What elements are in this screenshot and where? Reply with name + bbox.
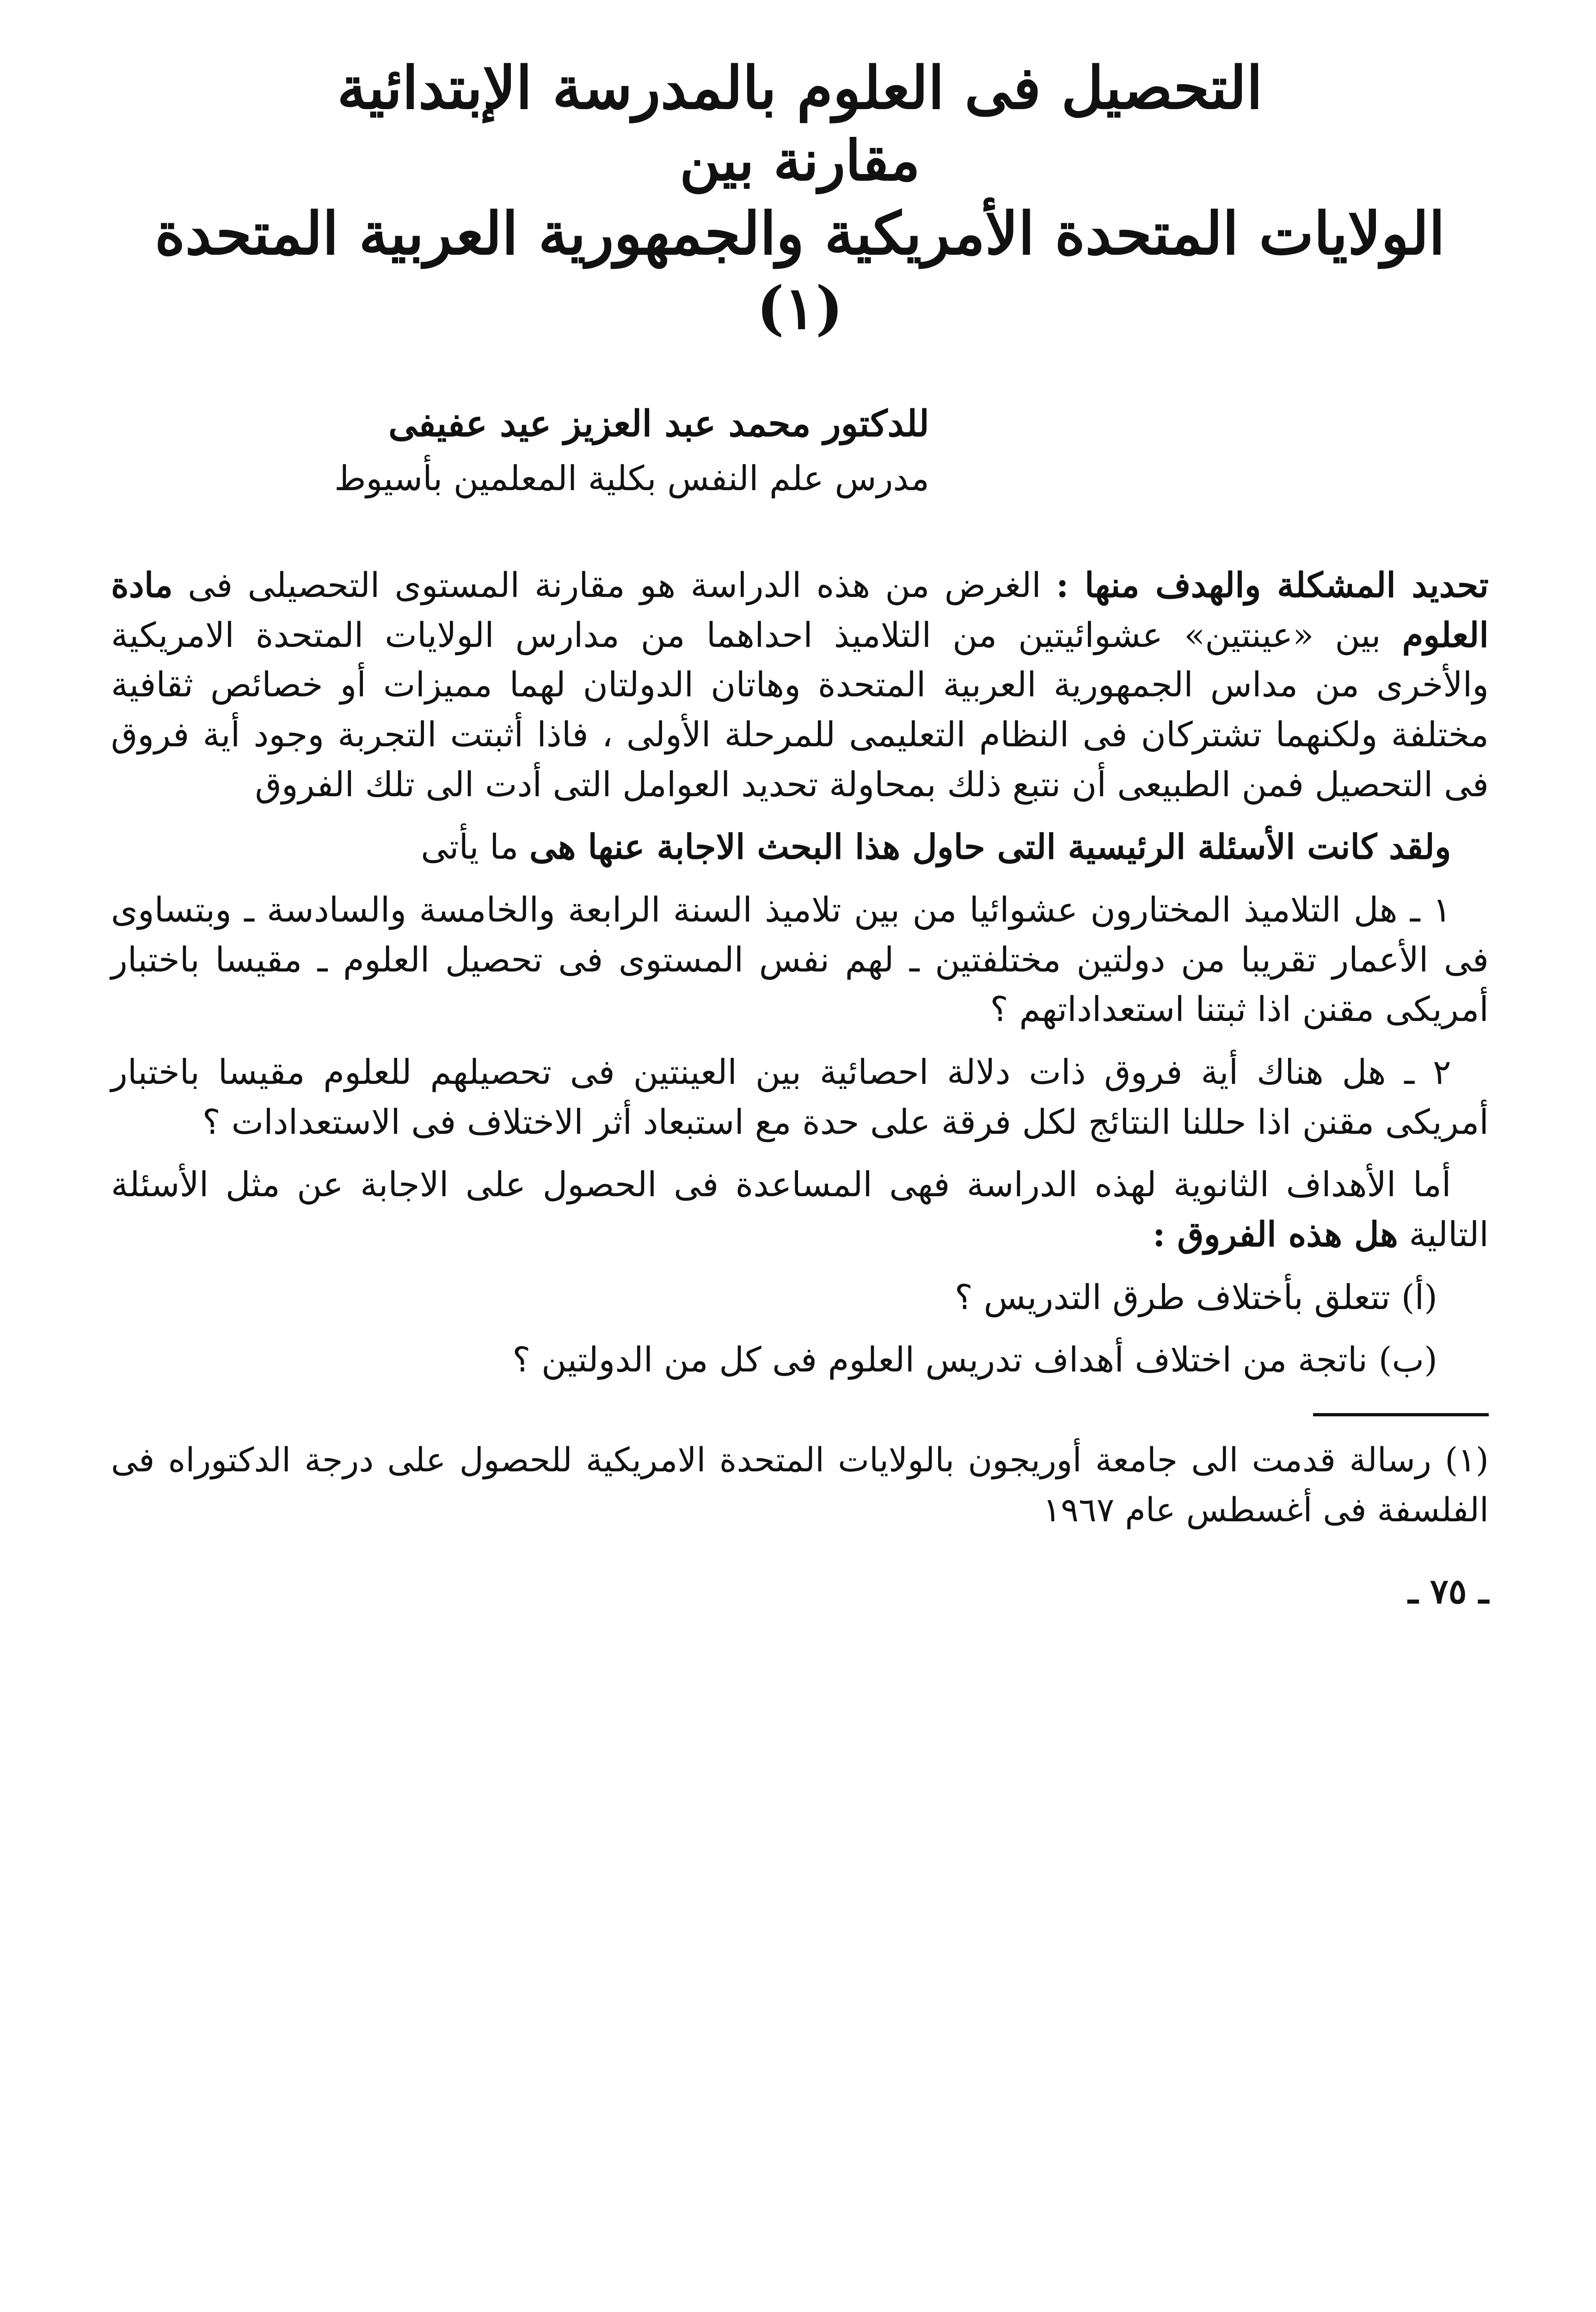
intro-text-2: بين «عينتين» عشوائيتين من التلاميذ احداهما من مدارس الولايات المتحدة الامريكية والأخرى من مداس الجمهورية العربية المتحدة وهاتان الدولتان لهما مميزات أو خصائص ثقافية مختلفة ولكنهما تشتركان فى النظام التعليمى للمرحلة الأولى ، فاذا أثبتت التجربة وجود أية فروق فى التحصيل فمن الطبيعى أن نتبع ذلك بمحاولة تحديد العوامل التى أدت الى تلك الفروق <box>111 615 1489 805</box>
footnote: (١) رسالة قدمت الى جامعة أوريجون بالولايات المتحدة الامريكية للحصول على درجة الدكتوراه فى الفلسفة فى أغسطس عام ١٩٦٧ <box>111 1440 1489 1529</box>
intro-text-1: الغرض من هذه الدراسة هو مقارنة المستوى التحصيلى فى <box>172 565 1056 605</box>
questions-lead <box>111 823 1489 873</box>
page-number: ـ ٧٥ ـ <box>1408 1571 1489 1611</box>
sub-item-b: (ب) ناتجة من اختلاف أهداف تدريس العلوم فى كل من الدولتين ؟ <box>512 1340 1437 1380</box>
author-block <box>111 396 1489 505</box>
intro-paragraph <box>111 561 1489 810</box>
footnote-divider <box>1313 1413 1489 1416</box>
article-body <box>111 561 1489 1617</box>
title-block <box>111 51 1489 345</box>
document-page <box>111 51 1489 2298</box>
question-1: ١ ـ هل التلاميذ المختارون عشوائيا من بين تلاميذ السنة الرابعة والخامسة والسادسة ـ وبتساوى فى الأعمار تقريبا من دولتين مختلفتين ـ لهم نفس المستوى فى تحصيل العلوم ـ مقيسا باختبار أمريكى مقنن اذا ثبتنا استعداداتهم ؟ <box>111 890 1489 1030</box>
title-subtitle: مقارنة بين <box>680 128 920 194</box>
author-role: مدرس علم النفس بكلية المعلمين بأسيوط <box>334 459 929 499</box>
secondary-goals-bold: هل هذه الفروق : <box>1153 1214 1398 1254</box>
secondary-goals <box>111 1160 1489 1260</box>
secondary-goals-text: أما الأهداف الثانوية لهذه الدراسة فهى المساعدة فى الحصول على الاجابة عن مثل الأسئلة التالية <box>111 1165 1489 1254</box>
questions-lead-tail: ما يأتى <box>421 827 529 867</box>
questions-lead-bold: ولقد كانت الأسئلة الرئيسية التى حاول هذا البحث الاجابة عنها هى <box>529 827 1451 867</box>
sub-item-a: (أ) تتعلق بأختلاف طرق التدريس ؟ <box>954 1277 1437 1317</box>
intro-heading: تحديد المشكلة والهدف منها : <box>1056 565 1489 605</box>
intro-subject: مادة العلوم <box>111 565 1489 655</box>
question-2: ٢ ـ هل هناك أية فروق ذات دلالة احصائية بين العينتين فى تحصيلهم للعلوم مقيسا باختبار أمريكى مقنن اذا حللنا النتائج لكل فرقة على حدة مع استبعاد أثر الاختلاف فى الاستعدادات ؟ <box>111 1052 1489 1142</box>
author-name: للدكتور محمد عبد العزيز عيد عفيفى <box>388 403 929 445</box>
article-title: التحصيل فى العلوم بالمدرسة الإبتدائية <box>337 54 1263 122</box>
title-countries: الولايات المتحدة الأمريكية والجمهورية العربية المتحدة (١) <box>154 199 1445 343</box>
